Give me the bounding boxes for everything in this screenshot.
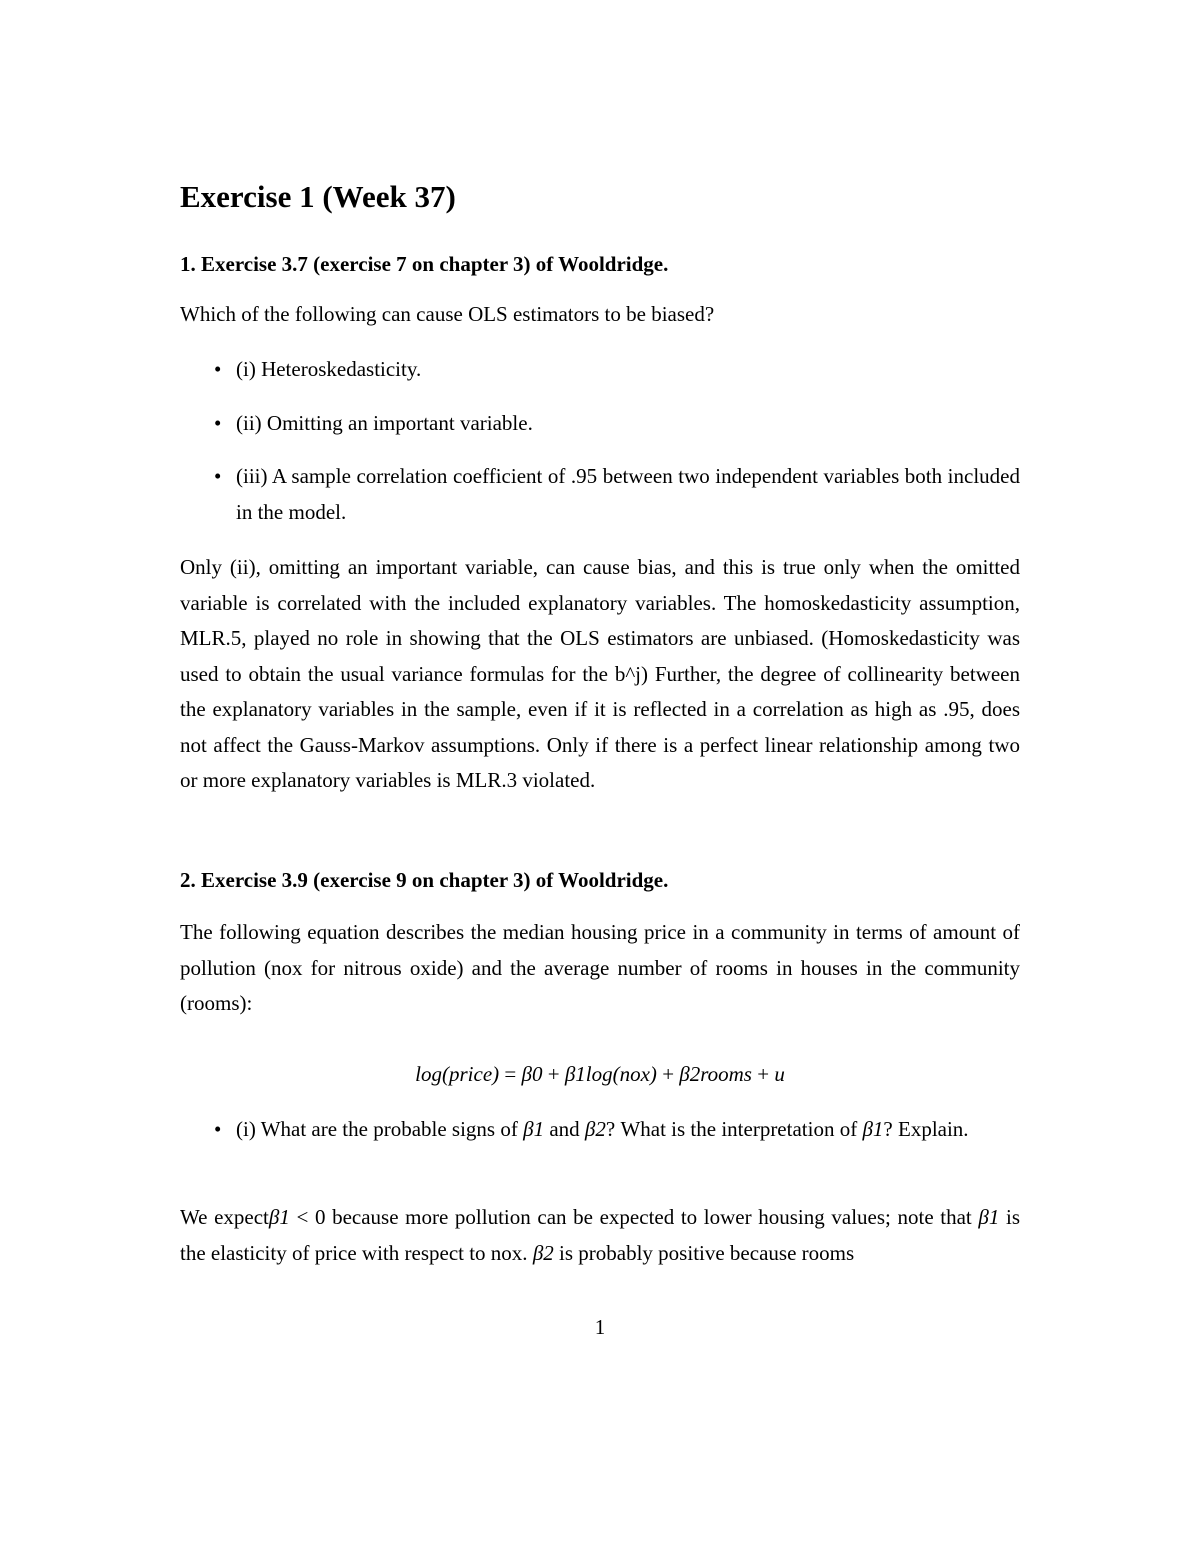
equation-plus: + — [757, 1062, 770, 1086]
option-text: (i) Heteroskedasticity. — [236, 357, 422, 381]
question-text: ? What is the interpretation of — [605, 1117, 863, 1141]
bullet-icon: • — [214, 357, 222, 381]
equation-equals: = — [504, 1062, 517, 1086]
answer-text: is the elasticity of price with respect to nox. — [180, 1205, 1020, 1265]
bullet-icon: • — [214, 1117, 222, 1141]
section-1-heading: 1. Exercise 3.7 (exercise 7 on chapter 3) of Wooldridge. — [180, 252, 669, 276]
document-title: Exercise 1 (Week 37) — [180, 179, 456, 214]
section-1-question: Which of the following can cause OLS estimators to be biased? — [180, 302, 715, 326]
question-item — [180, 1112, 1020, 1148]
equation-beta2: β2 — [679, 1062, 701, 1086]
beta-symbol: β1 — [862, 1117, 884, 1141]
question-text: ? Explain. — [883, 1117, 969, 1141]
answer-text: We expect — [180, 1205, 269, 1229]
section-1-options — [180, 352, 1020, 530]
bullet-icon: • — [214, 464, 222, 488]
beta-symbol: β2 — [584, 1117, 606, 1141]
section-2-heading: 2. Exercise 3.9 (exercise 9 on chapter 3) of Wooldridge. — [180, 868, 669, 892]
document-page — [180, 0, 1020, 1553]
page-number: 1 — [594, 1315, 606, 1339]
equation-u: u — [774, 1062, 785, 1086]
section-2-answer — [180, 1200, 1020, 1271]
equation-lognox: log(nox) — [585, 1062, 657, 1086]
equation-rooms: rooms — [700, 1062, 752, 1086]
option-item — [180, 406, 1020, 442]
option-item — [180, 459, 1020, 530]
option-text: (iii) A sample correlation coefficient of .95 between two independent variables both included in the model. — [236, 464, 1020, 524]
equation-plus: + — [662, 1062, 675, 1086]
beta-symbol: β2 — [532, 1240, 554, 1265]
section-2-questions — [180, 1112, 1020, 1148]
option-text: (ii) Omitting an important variable. — [236, 410, 533, 435]
equation-beta1: β1 — [564, 1062, 586, 1086]
section-2-intro: The following equation describes the median housing price in a community in terms of amount of pollution (nox for nitrous oxide) and the average number of rooms in houses in the community (rooms): — [180, 920, 1020, 1015]
question-text: (i) What are the probable signs of — [236, 1117, 524, 1141]
answer-text: is probably positive because rooms — [553, 1240, 855, 1265]
beta-symbol: β1 — [978, 1205, 1000, 1229]
bullet-icon: • — [214, 410, 222, 435]
section-1-answer: Only (ii), omitting an important variable, can cause bias, and this is true only when the omitted variable is correlated with the included explanatory variables. The homoskedasticity assumption, MLR.5, played no role in showing that the OLS estimators are unbiased. (Homoskedasticity was used to obtain the usual variance formulas for the b^j) Further, the degree of collinearity between the explanatory variables in the sample, even if it is reflected in a correlation as high as .95, does not affect the Gauss-Markov assumptions. Only if there is a perfect linear relationship among two or more explanatory variables is MLR.3 violated. — [180, 555, 1020, 792]
equation-beta0: β0 — [521, 1062, 543, 1086]
beta-symbol: β1 — [523, 1117, 545, 1141]
beta-symbol: β1 — [268, 1205, 290, 1229]
equation-plus: + — [547, 1062, 560, 1086]
equation-lhs: log(price) — [415, 1062, 500, 1086]
housing-price-equation — [180, 1057, 1020, 1093]
option-item — [180, 352, 1020, 388]
answer-text: < 0 because more pollution can be expected to lower housing values; note that — [289, 1205, 979, 1229]
question-text: and — [544, 1117, 585, 1141]
